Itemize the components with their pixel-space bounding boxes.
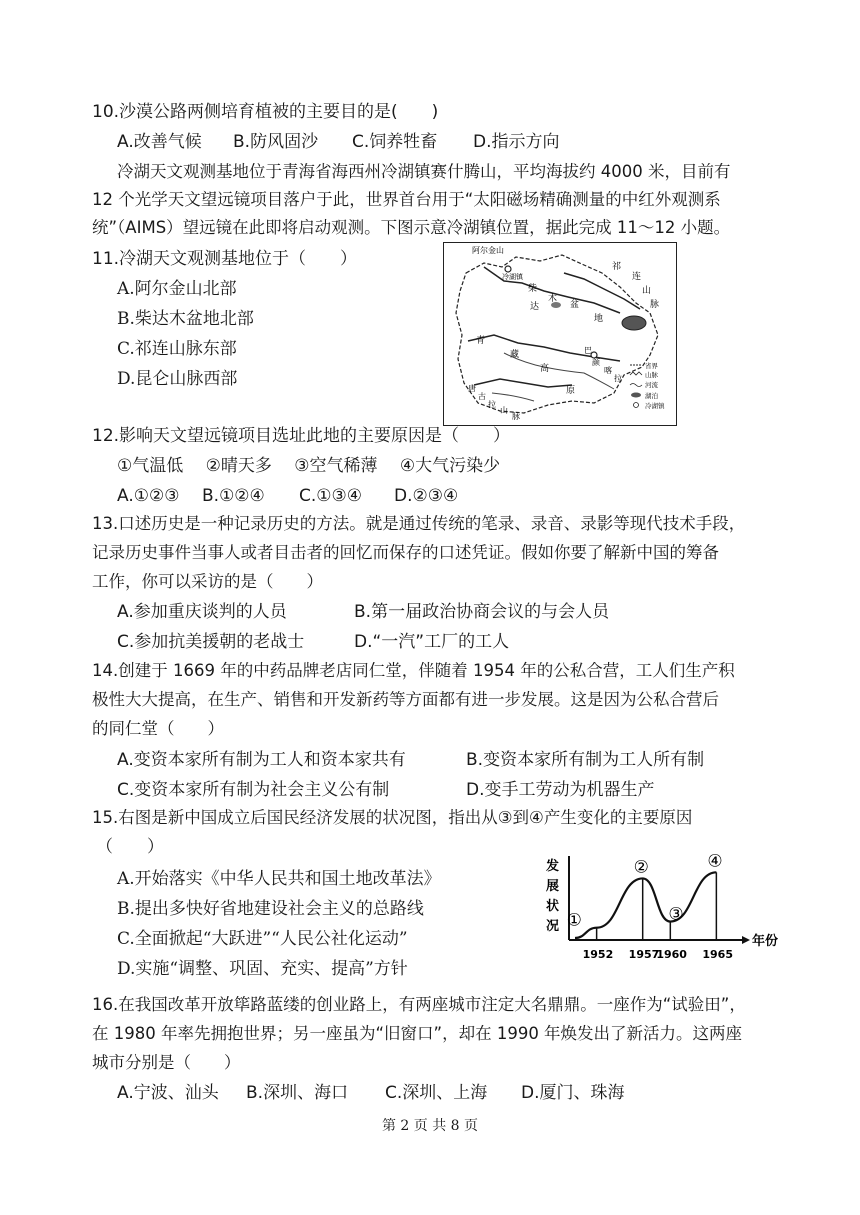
q16-line-1: 16.在我国改革开放筚路蓝缕的创业路上，有两座城市注定大名鼎鼎。一座作为“试验田”， xyxy=(92,995,746,1014)
q15-line-1: 15.右图是新中国成立后国民经济发展的状况图，指出从③到④产生变化的主要原因 xyxy=(92,808,693,827)
label-yan: 颜 xyxy=(592,358,600,367)
label-gao: 高 xyxy=(540,364,550,374)
label-tang: 唐 xyxy=(468,384,476,393)
chart-ylabel-2: 展 xyxy=(546,879,560,894)
economic-development-chart xyxy=(542,848,787,978)
q14-option-d: D.变手工劳动为机器生产 xyxy=(466,780,655,800)
map-legend xyxy=(630,361,665,410)
chart-ylabel-1: 发 xyxy=(546,859,560,874)
label-lenghu-town: 冷湖镇 xyxy=(502,273,523,281)
chart-ylabel-3: 状 xyxy=(546,899,560,914)
chart-tick-1965: 1965 xyxy=(702,948,733,961)
q16-option-a: A.宁波、汕头 xyxy=(117,1083,219,1103)
q12-stem: 12.影响天文望远镜项目选址此地的主要原因是（ ） xyxy=(92,426,511,446)
chart-tick-1957: 1957 xyxy=(628,948,660,961)
label-mai: 脉 xyxy=(650,300,660,310)
q13-line-1: 13.口述历史是一种记录历史的方法。就是通过传统的笔录、录音、录影等现代技术手段， xyxy=(92,514,746,533)
legend-lenghu: 冷湖镇 xyxy=(645,402,665,410)
label-qing: 青 xyxy=(476,336,486,346)
map-svg xyxy=(444,243,676,425)
q14-option-c: C.变资本家所有制为社会主义公有制 xyxy=(117,780,390,800)
q16-line-2: 在 1980 年率先拥抱世界；另一座虽为“旧窗口”，却在 1990 年焕发出了新活力。这两座 xyxy=(92,1024,743,1043)
q15-option-d: D.实施“调整、巩固、充实、提高”方针 xyxy=(117,959,408,979)
label-da: 达 xyxy=(530,302,540,312)
q14-line-1: 14.创建于 1669 年的中药品牌老店同仁堂，伴随着 1954 年的公私合营，工人们生产积 xyxy=(92,661,735,680)
label-shan: 山 xyxy=(642,286,652,296)
label-la: 拉 xyxy=(614,374,622,383)
label-mai2: 脉 xyxy=(512,412,520,421)
chart-point-label-1: ① xyxy=(566,910,582,931)
q13-option-a: A.参加重庆谈判的人员 xyxy=(117,602,287,622)
legend-river: 河流 xyxy=(645,381,658,389)
q11-option-a: A.阿尔金山北部 xyxy=(117,279,237,299)
legend-lake: 湖泊 xyxy=(645,392,658,400)
q13-option-b: B.第一届政治协商会议的与会人员 xyxy=(354,602,610,622)
passage-line-2: 12 个光学天文望远镜项目落户于此，世界首台用于“太阳磁场精确测量的中红外观测系 xyxy=(92,190,721,209)
chart-tick-1952: 1952 xyxy=(582,948,614,961)
q15-option-b: B.提出多快好省地建设社会主义的总路线 xyxy=(117,899,424,919)
chart-x-arrow xyxy=(742,936,750,944)
q14-option-a: A.变资本家所有制为工人和资本家共有 xyxy=(117,750,406,770)
passage-line-1: 冷湖天文观测基地位于青海省海西州冷湖镇赛什腾山，平均海拔约 4000 米，目前有 xyxy=(117,162,731,181)
q16-line-3: 城市分别是（ ） xyxy=(92,1053,241,1072)
passage-line-3: 统”（AIMS）望远镜在此即将启动观测。下图示意冷湖镇位置，据此完成 11～12 小题。 xyxy=(92,218,731,237)
q11-stem: 11.冷湖天文观测基地位于（ ） xyxy=(92,249,358,269)
q14-line-3: 的同仁堂（ ） xyxy=(92,719,224,738)
label-altun: 阿尔金山 xyxy=(472,246,504,255)
q13-option-d: D.“一汽”工厂的工人 xyxy=(354,632,510,652)
page-footer: 第 2 页 共 8 页 xyxy=(381,1118,479,1134)
label-ba: 巴 xyxy=(584,346,592,355)
label-kala: 喀 xyxy=(604,366,612,375)
province-boundary xyxy=(456,255,658,413)
q13-option-c: C.参加抗美援朝的老战士 xyxy=(117,632,305,652)
q14-line-2: 极性大大提高，在生产、销售和开发新药等方面都有进一步发展。这是因为公私合营后 xyxy=(92,690,719,709)
chart-point-label-4: ④ xyxy=(707,851,723,872)
tanggula-mountains xyxy=(474,379,572,387)
legend-province: 省界 xyxy=(645,362,658,370)
lenghu-location-map xyxy=(443,242,677,426)
q11-option-b: B.柴达木盆地北部 xyxy=(117,309,254,329)
q12-option-c: C.①③④ xyxy=(299,486,362,506)
chart-tick-1960: 1960 xyxy=(656,948,687,961)
lenghu-town-marker xyxy=(505,266,511,272)
q11-option-d: D.昆仑山脉西部 xyxy=(117,369,238,389)
q13-line-3: 工作，你可以采访的是（ ） xyxy=(92,572,323,591)
label-qi: 祁 xyxy=(612,262,622,272)
q10-stem: 10.沙漠公路两侧培育植被的主要目的是( ) xyxy=(92,102,439,122)
q16-option-c: C.深圳、上海 xyxy=(385,1083,488,1103)
q12-option-d: D.②③④ xyxy=(394,486,459,506)
label-zang: 藏 xyxy=(510,350,520,360)
q15-option-a: A.开始落实《中华人民共和国土地改革法》 xyxy=(117,869,441,889)
label-chai: 柴 xyxy=(528,284,538,294)
q10-option-d: D.指示方向 xyxy=(473,132,560,152)
chart-point-label-2: ② xyxy=(633,857,649,878)
q13-line-2: 记录历史事件当事人或者目击者的回忆而保存的口述凭证。假如你要了解新中国的筹备 xyxy=(92,543,719,562)
label-gu: 古 xyxy=(478,392,486,401)
q11-option-c: C.祁连山脉东部 xyxy=(117,339,237,359)
river-2 xyxy=(492,393,534,401)
q12-option-b: B.①②④ xyxy=(202,486,265,506)
q15-option-c: C.全面掀起“大跃进”“人民公社化运动” xyxy=(117,929,408,949)
label-pen: 盆 xyxy=(570,300,580,310)
qinghai-lake xyxy=(622,316,646,330)
chart-svg xyxy=(542,848,787,978)
label-di: 地 xyxy=(594,314,604,324)
q10-option-a: A.改善气候 xyxy=(117,132,202,152)
label-mu: 木 xyxy=(548,294,558,304)
q14-option-b: B.变资本家所有制为工人所有制 xyxy=(466,750,705,770)
chart-xlabel: 年份 xyxy=(752,934,779,949)
q12-option-a: A.①②③ xyxy=(117,486,180,506)
q10-option-b: B.防风固沙 xyxy=(233,132,319,152)
q16-option-b: B.深圳、海口 xyxy=(246,1083,349,1103)
legend-mountain: 山脉 xyxy=(645,371,658,379)
q10-option-c: C.饲养牲畜 xyxy=(352,132,438,152)
q15-line-2: （ ） xyxy=(96,837,164,857)
label-shan2: 山 xyxy=(500,406,508,415)
label-la2: 拉 xyxy=(488,400,496,409)
chart-ylabel-4: 况 xyxy=(546,919,560,934)
q16-option-d: D.厦门、珠海 xyxy=(521,1083,625,1103)
label-yuan: 原 xyxy=(566,386,576,396)
chart-point-label-3: ③ xyxy=(668,904,684,925)
label-lian: 连 xyxy=(632,272,642,282)
q12-items: ①气温低 ②晴天多 ③空气稀薄 ④大气污染少 xyxy=(117,456,501,476)
